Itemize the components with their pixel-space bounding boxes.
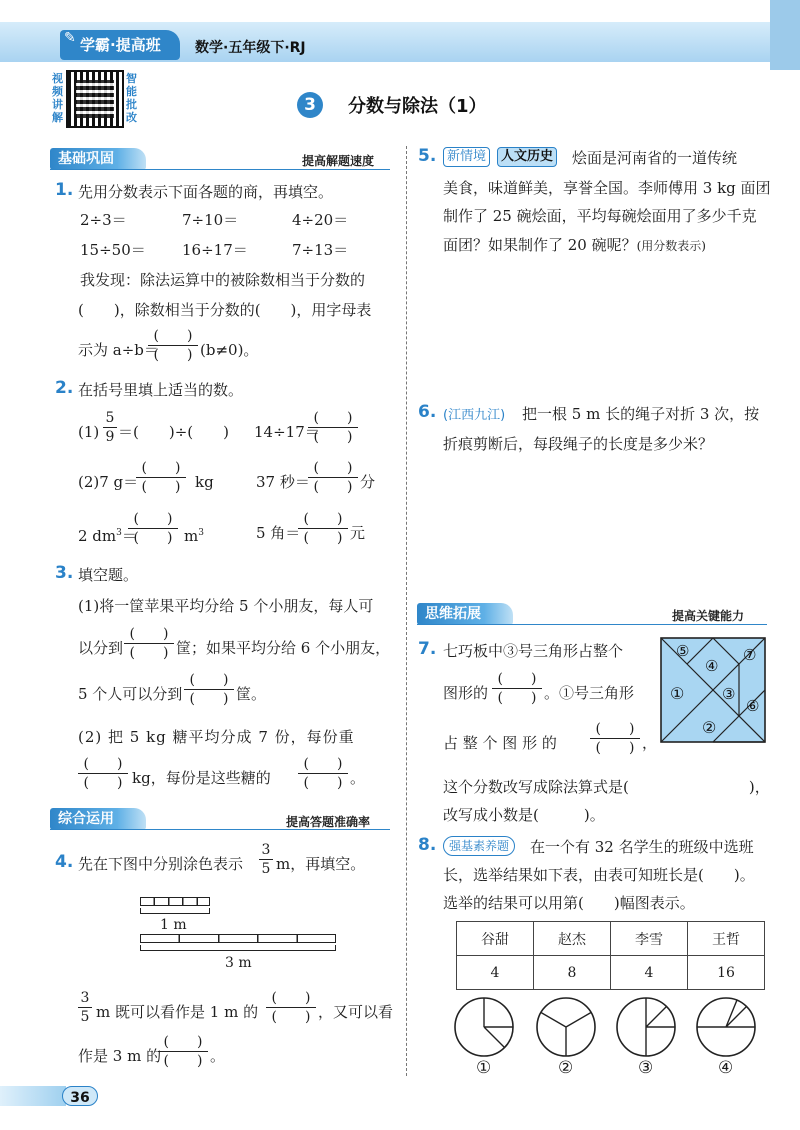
frac-bot: ( ) <box>271 1009 311 1025</box>
q7-fraction-blank-1[interactable] <box>492 671 542 706</box>
q7-line-5[interactable]: 改写成小数是( )。 <box>443 806 605 824</box>
q3-line-5-mid: kg，每份是这些糖的 <box>132 769 271 787</box>
q2-f: 5 角＝ <box>256 524 301 542</box>
q4-brace-3m <box>140 945 336 951</box>
table-header-cell: 王哲 <box>688 922 765 956</box>
q1-line-3-start: 示为 a÷b＝ <box>78 341 159 359</box>
q3-line-2-start: 以分到 <box>78 639 124 657</box>
q4-answer-fraction <box>78 990 92 1025</box>
q1-expr-2: 7÷10＝ <box>182 211 239 229</box>
tangram-label-7: ⑦ <box>743 646 757 664</box>
page-number-badge <box>62 1086 98 1106</box>
frac-bot: 9 <box>105 429 115 445</box>
frac-top: ( ) <box>158 1034 208 1052</box>
q2-a-fraction <box>103 410 117 445</box>
table-header-cell: 谷甜 <box>457 922 534 956</box>
q4-stem-fraction <box>259 842 273 877</box>
frac-bot: ( ) <box>497 690 537 706</box>
q4-line-1-end: ，又可以看 <box>318 1003 394 1021</box>
frac-top: 5 <box>103 410 117 428</box>
lesson-badge-number: 3 <box>304 95 316 115</box>
frac-bot: 5 <box>80 1009 90 1025</box>
frac-bot: ( ) <box>129 645 169 661</box>
q3-fraction-blank-4[interactable] <box>298 756 348 791</box>
q3-stem: 填空题。 <box>78 566 139 584</box>
q4-brace-1m <box>140 908 210 914</box>
table-row <box>457 956 765 990</box>
q2-c-fraction-blank[interactable] <box>136 460 186 495</box>
frac-bot: ( ) <box>163 1053 203 1069</box>
q2-b-fraction-blank[interactable] <box>308 410 358 445</box>
q6-line-2: 折痕剪断后，每段绳子的长度是多少米？ <box>443 435 714 453</box>
q5-tag-culture: 人文历史 <box>497 147 557 167</box>
q5-number: 5. <box>418 146 437 166</box>
q2-d: 37 秒＝ <box>256 473 310 491</box>
tangram-figure <box>660 637 766 743</box>
q3-line-5-end: 。 <box>350 769 366 787</box>
q3-fraction-blank-3[interactable] <box>78 756 128 791</box>
frac-top: ( ) <box>136 460 186 478</box>
q4-stem-start: 先在下图中分别涂色表示 <box>78 855 244 873</box>
q1-fraction-blank[interactable] <box>148 328 198 363</box>
q5-line-4-text: 面团？如果制作了 20 碗呢？ <box>443 236 637 254</box>
q4-line-2-start: 作是 3 m 的 <box>78 1047 162 1065</box>
section-thinking-banner <box>417 603 513 625</box>
column-divider <box>406 146 407 1076</box>
frac-top: ( ) <box>590 721 640 739</box>
q7-line-3: 占 整 个 图 形 的 <box>443 734 557 752</box>
q8-line-2[interactable]: 长，选举结果如下表，由表可知班长是( )。 <box>443 866 755 884</box>
table-header-cell: 李雪 <box>611 922 688 956</box>
q7-line-2-start: 图形的 <box>443 684 489 702</box>
q6-number: 6. <box>418 402 437 422</box>
header-right-tab <box>770 0 800 70</box>
q5-line-3: 制作了 25 碗烩面，平均每碗烩面用了多少千克 <box>443 207 757 225</box>
brand-icon: ✎ <box>64 30 76 46</box>
table-cell: 8 <box>534 956 611 990</box>
frac-bot: 5 <box>261 861 271 877</box>
q2-f-fraction-blank[interactable] <box>298 511 348 546</box>
lesson-title: 分数与除法（1） <box>348 96 487 117</box>
q8-tag: 强基素养题 <box>443 836 515 856</box>
q8-line-1: 在一个有 32 名学生的班级中选班 <box>530 838 754 856</box>
q4-fraction-blank-2[interactable] <box>158 1034 208 1069</box>
q1-expr-4: 15÷50＝ <box>80 241 146 259</box>
frac-top: ( ) <box>124 626 174 644</box>
pie-option-4[interactable] <box>694 995 758 1059</box>
tangram-label-4: ④ <box>705 657 719 675</box>
q2-d-fraction-blank[interactable] <box>308 460 358 495</box>
pie-label-2: ② <box>558 1058 574 1078</box>
table-header-row <box>457 922 765 956</box>
q2-e-eq: ＝ <box>121 527 137 545</box>
q7-line-1: 七巧板中③号三角形占整个 <box>443 642 624 660</box>
section-basic-banner <box>50 148 146 170</box>
q1-expr-6: 7÷13＝ <box>292 241 349 259</box>
pie-label-1: ① <box>476 1058 492 1078</box>
qr-caption-right: 智能批改 <box>126 72 137 124</box>
q2-stem: 在括号里填上适当的数。 <box>78 381 244 399</box>
frac-bot: ( ) <box>303 775 343 791</box>
frac-bot: ( ) <box>133 530 173 546</box>
section-thinking-line <box>417 624 767 625</box>
frac-bot: ( ) <box>141 479 181 495</box>
tangram-label-5: ⑤ <box>676 642 690 660</box>
frac-bot: ( ) <box>313 429 353 445</box>
q2-e-fraction-blank[interactable] <box>128 511 178 546</box>
q3-line-2-end: 筐；如果平均分给 6 个小朋友， <box>176 639 391 657</box>
q8-line-3[interactable]: 选举的结果可以用第( )幅图表示。 <box>443 894 695 912</box>
q3-line-1: (1)将一筐苹果平均分给 5 个小朋友，每人可 <box>78 597 374 615</box>
q7-line-2-end: 。①号三角形 <box>544 684 635 702</box>
q4-label-3m: 3 m <box>225 955 252 971</box>
q2-e-text: 2 dm <box>78 527 117 545</box>
frac-bot: ( ) <box>303 530 343 546</box>
frac-top: ( ) <box>184 672 234 690</box>
q4-fraction-blank-1[interactable] <box>266 990 316 1025</box>
q3-line-3-end: 筐。 <box>236 685 267 703</box>
q2-e-unit-text: m <box>184 527 199 545</box>
q5-line-2: 美食，味道鲜美，享誉全国。李师傅用 3 kg 面团 <box>443 179 771 197</box>
q2-f-unit: 元 <box>350 524 366 542</box>
q7-line-4[interactable]: 这个分数改写成除法算式是( )， <box>443 778 770 796</box>
q4-bar-1m[interactable] <box>140 897 210 906</box>
section-applied-banner <box>50 808 146 830</box>
section-basic-line <box>50 169 390 170</box>
q7-fraction-blank-2[interactable] <box>590 721 640 756</box>
frac-bot: ( ) <box>83 775 123 791</box>
q4-number: 4. <box>55 852 74 872</box>
frac-top: ( ) <box>128 511 178 529</box>
lesson-badge <box>297 92 323 118</box>
frac-top: 3 <box>259 842 273 860</box>
q1-line-1: 我发现：除法运算中的被除数相当于分数的 <box>80 271 366 289</box>
pie-label-4: ④ <box>718 1058 734 1078</box>
q5-line-4-note: (用分数表示) <box>636 239 706 253</box>
frac-top: ( ) <box>492 671 542 689</box>
q3-line-4: (2) 把 5 kg 糖平均分成 7 份，每份重 <box>78 728 355 746</box>
q1-expr-5: 16÷17＝ <box>182 241 248 259</box>
frac-top: ( ) <box>148 328 198 346</box>
tangram-label-2: ② <box>702 718 717 737</box>
election-result-table <box>456 921 765 990</box>
q4-label-1m: 1 m <box>160 917 187 933</box>
q2-c-unit: kg <box>195 473 214 491</box>
q3-number: 3. <box>55 563 74 583</box>
q2-e-unit <box>184 523 204 546</box>
q7-line-3-end: ， <box>642 734 658 752</box>
tangram-label-6: ⑥ <box>746 697 760 715</box>
table-cell: 4 <box>611 956 688 990</box>
footer-bar <box>0 1086 66 1106</box>
frac-bot: ( ) <box>595 740 635 756</box>
q8-number: 8. <box>418 835 437 855</box>
frac-bot: ( ) <box>313 479 353 495</box>
table-header-cell: 赵杰 <box>534 922 611 956</box>
section-basic-tag: 提高解题速度 <box>302 154 375 168</box>
q4-stem-end: m，再填空。 <box>276 855 366 873</box>
q3-line-3-start: 5 个人可以分到 <box>78 685 183 703</box>
q2-a-rest[interactable]: ＝( )÷( ) <box>118 423 229 441</box>
q4-line-1-mid: m 既可以看作是 1 m 的 <box>96 1003 259 1021</box>
q6-tag-region: (江西九江) <box>443 408 506 423</box>
q2-d-unit: 分 <box>360 473 376 491</box>
q1-number: 1. <box>55 180 74 200</box>
pie-label-3: ③ <box>638 1058 654 1078</box>
q3-fraction-blank-1[interactable] <box>124 626 174 661</box>
qr-caption-left: 视频讲解 <box>52 72 63 124</box>
tangram-label-3: ③ <box>722 685 736 703</box>
q2-b: 14÷17＝ <box>254 423 320 441</box>
q7-number: 7. <box>418 639 437 659</box>
section-applied-tag: 提高答题准确率 <box>286 815 371 829</box>
qr-code-center <box>76 80 114 118</box>
q3-fraction-blank-2[interactable] <box>184 672 234 707</box>
tangram-label-1: ① <box>670 684 685 703</box>
frac-top: ( ) <box>308 410 358 428</box>
brand-text: 学霸·提高班 <box>80 36 161 54</box>
frac-bot: ( ) <box>189 691 229 707</box>
q2-c-label: (2)7 g＝ <box>78 473 139 491</box>
q1-line-2[interactable]: ( )，除数相当于分数的( )，用字母表 <box>78 301 372 319</box>
frac-top: ( ) <box>266 990 316 1008</box>
q1-expr-1: 2÷3＝ <box>80 211 127 229</box>
table-cell: 4 <box>457 956 534 990</box>
q5-line-1: 烩面是河南省的一道传统 <box>572 149 738 167</box>
q2-a-label: (1) <box>78 423 100 441</box>
frac-top: 3 <box>78 990 92 1008</box>
section-thinking-tag: 提高关键能力 <box>672 609 745 623</box>
pie-option-1[interactable] <box>452 995 516 1059</box>
q4-bar-3m[interactable] <box>140 934 336 943</box>
pie-option-3[interactable] <box>614 995 678 1059</box>
section-thinking-label: 思维拓展 <box>425 606 481 622</box>
q5-line-4 <box>443 235 706 256</box>
frac-top: ( ) <box>298 756 348 774</box>
q1-expr-3: 4÷20＝ <box>292 211 349 229</box>
section-applied-label: 综合运用 <box>58 811 114 827</box>
q4-line-2-end: 。 <box>210 1047 226 1065</box>
frac-bot: ( ) <box>153 347 193 363</box>
table-cell: 16 <box>688 956 765 990</box>
q6-line-1: 把一根 5 m 长的绳子对折 3 次，按 <box>522 405 760 423</box>
q5-tag-new-context: 新情境 <box>443 147 490 167</box>
q1-line-3-end: (b≠0)。 <box>200 341 259 359</box>
section-basic-label: 基础巩固 <box>58 151 114 167</box>
subject-text: 数学·五年级下·RJ <box>195 40 306 56</box>
q2-number: 2. <box>55 378 74 398</box>
frac-top: ( ) <box>308 460 358 478</box>
q1-stem: 先用分数表示下面各题的商，再填空。 <box>78 183 334 201</box>
pie-option-2[interactable] <box>534 995 598 1059</box>
q2-e-unit-sup: 3 <box>198 528 204 538</box>
page-number: 36 <box>70 1090 90 1106</box>
frac-top: ( ) <box>298 511 348 529</box>
frac-top: ( ) <box>78 756 128 774</box>
q2-e-sup: 3 <box>116 528 122 538</box>
